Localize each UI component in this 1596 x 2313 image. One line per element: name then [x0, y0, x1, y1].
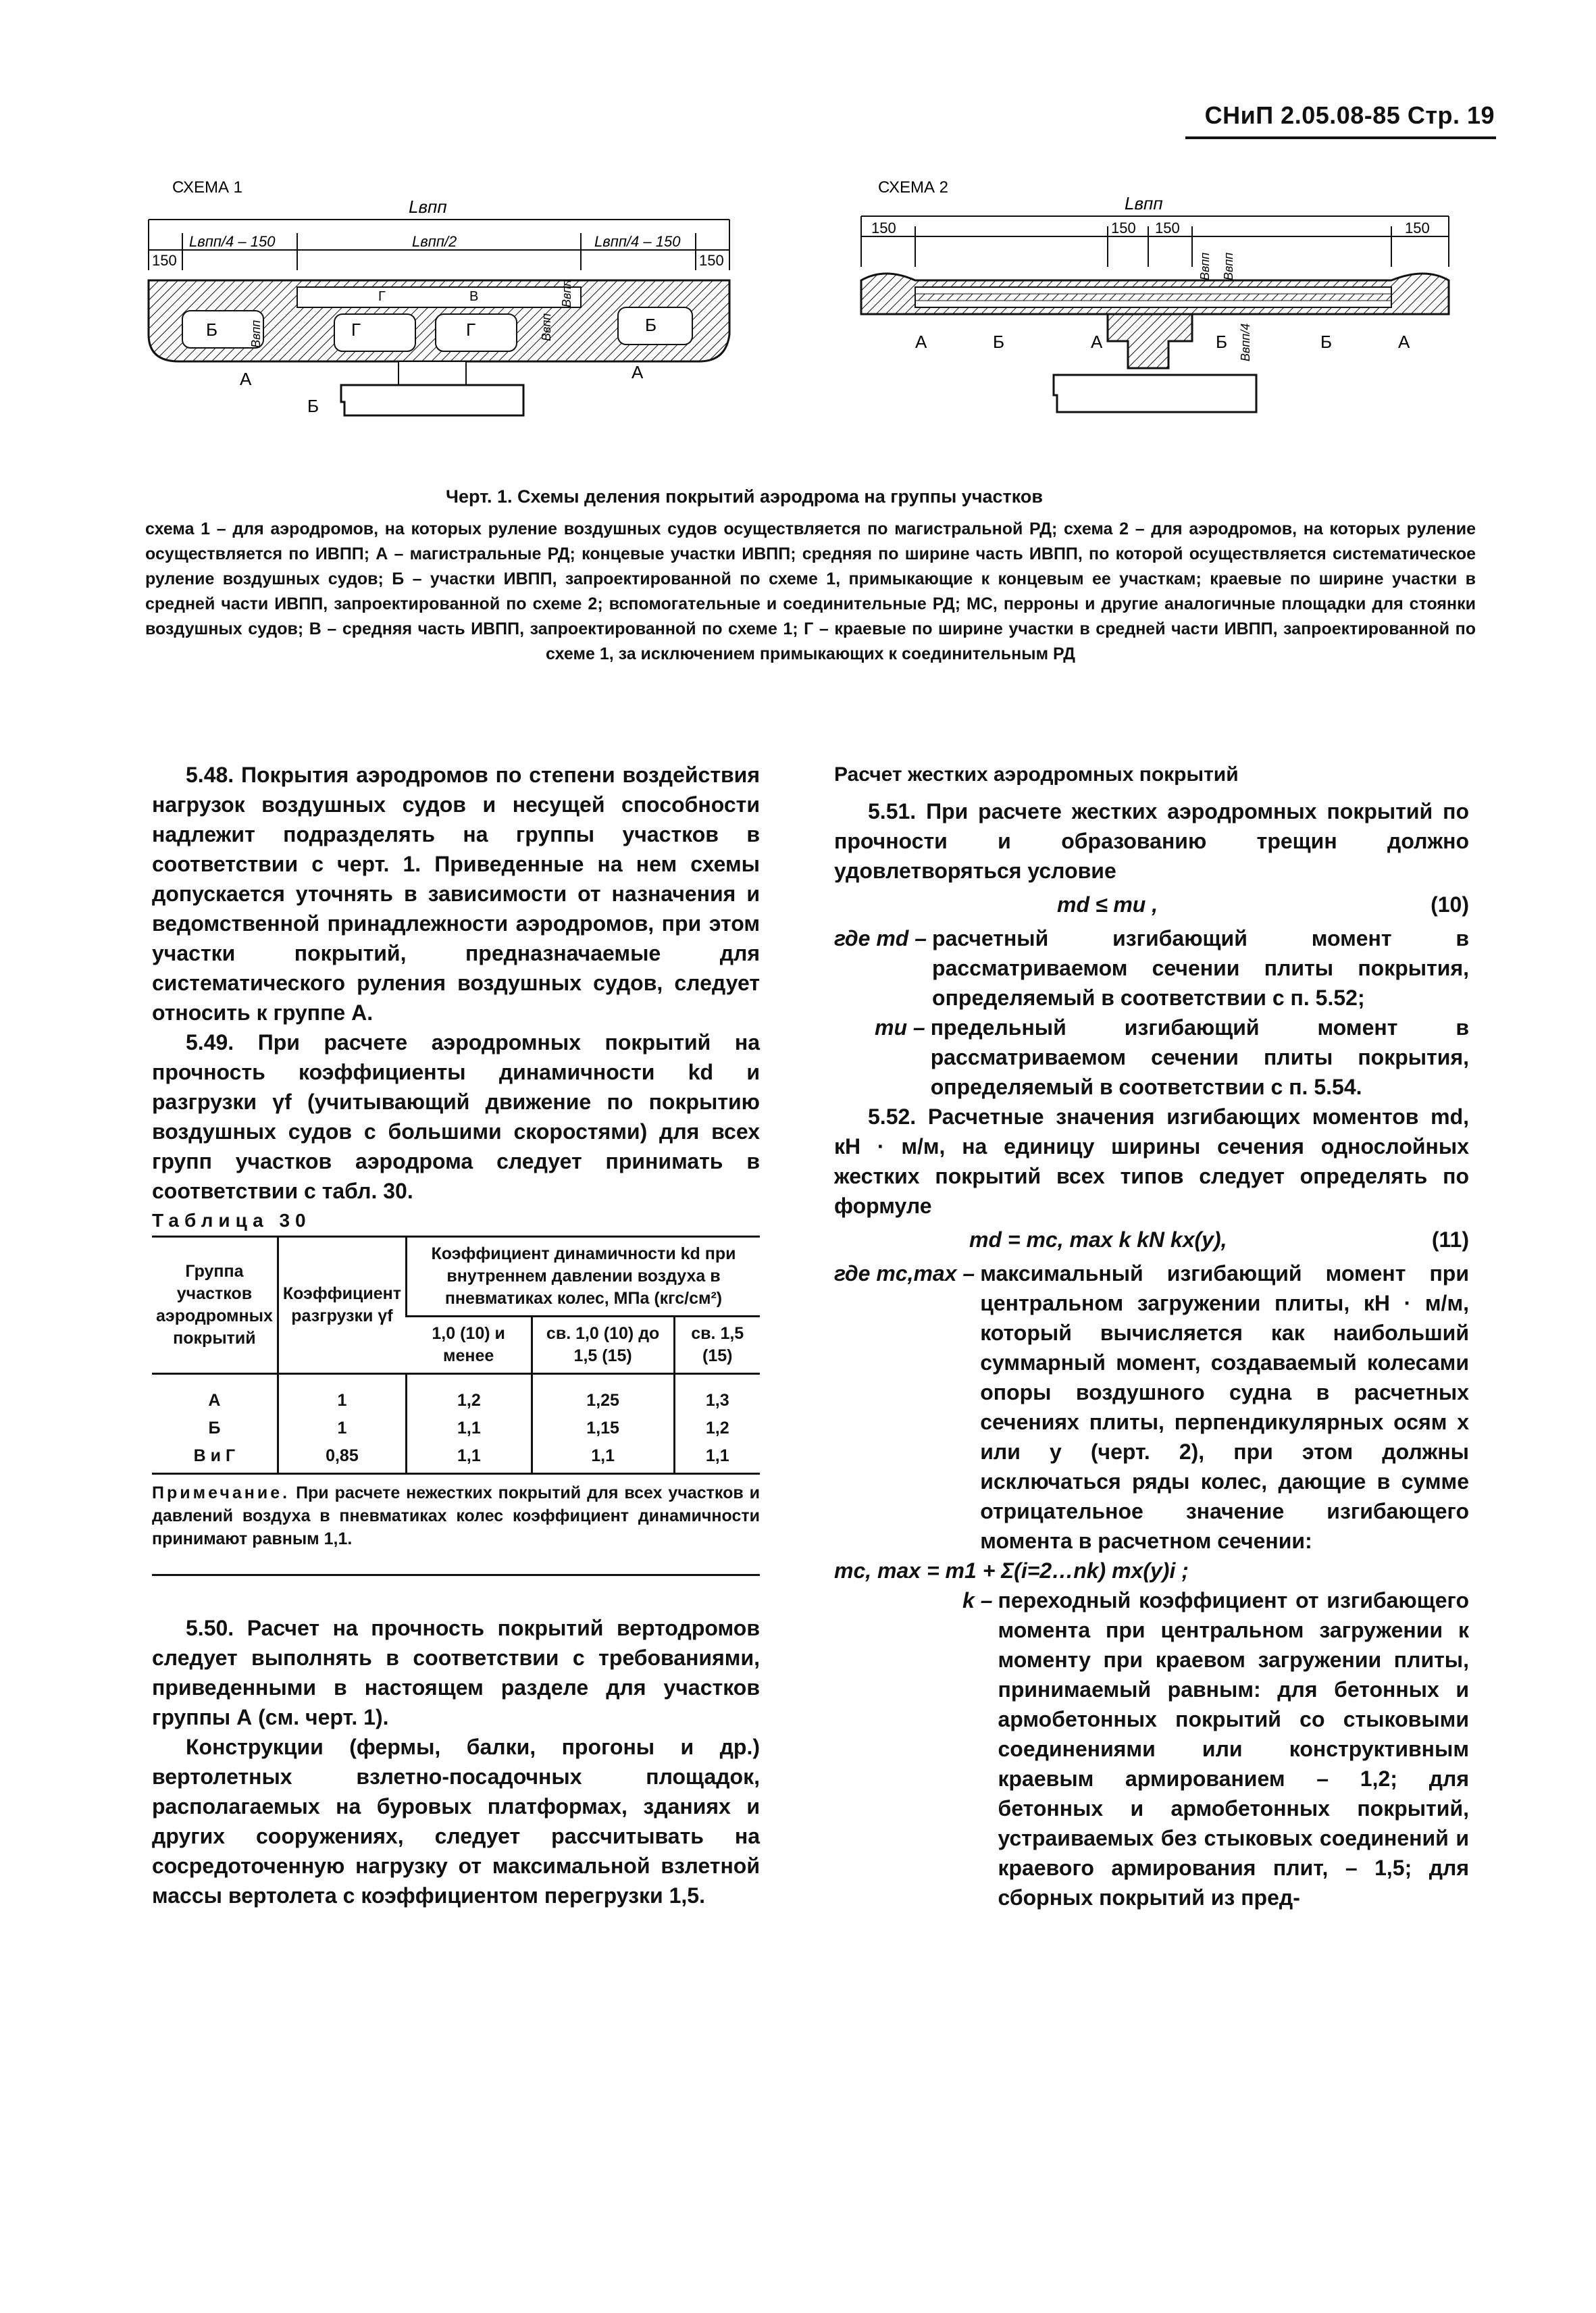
scheme-1-zone-a-left: А	[240, 369, 252, 389]
scheme-1-dim-quarter-b: Lвпп/4 – 150	[594, 233, 681, 250]
paragraph-5-51: 5.51. При расчете жестких аэродромных покрытий по прочности и образованию трещин должно удовлетворяться условие	[834, 799, 1469, 883]
scheme-1-zone-a-right: А	[632, 362, 644, 382]
scheme-1-zone-b-left: Б	[206, 320, 218, 340]
scheme-1-zone-b-bottom: Б	[307, 396, 319, 416]
table-row	[152, 1374, 760, 1415]
scheme-2-width-2: Bвпп	[1222, 252, 1235, 280]
left-column	[152, 760, 760, 1910]
table-subheader-1: 1,0 (10) и менее	[406, 1317, 532, 1374]
scheme-2-dim-lvpp: Lвпп	[1125, 193, 1163, 213]
paragraph-5-50-b: Конструкции (фермы, балки, прогоны и др.) вертолетных взлетно-посадочных площадок, располагаемых на буровых платформах, зданиях и других сооружениях, следует рассчитывать на сосредоточенную нагрузку от максимальной взлетной массы вертолета с коэффициентом перегрузки 1,5.	[152, 1735, 760, 1908]
definitions-10	[834, 923, 1469, 1102]
definition-mc-max	[834, 1259, 1469, 1556]
table-subheader-2: св. 1,0 (10) до 1,5 (15)	[532, 1317, 674, 1374]
formula-10-expr: md ≤ mu ,	[1057, 892, 1158, 917]
right-column	[834, 760, 1469, 1912]
definition-term: где mc,max –	[834, 1261, 975, 1286]
scheme-1-zone-g-2: Г	[466, 320, 476, 340]
table-cell: 1,2	[674, 1415, 760, 1442]
scheme-2-drawing	[858, 179, 1459, 429]
table-cell: 1	[278, 1415, 406, 1442]
definition-text: предельный изгибающий момент в рассматриваемом сечении плиты покрытия, определяемый в соответствии с п. 5.54.	[930, 1015, 1469, 1099]
paragraph-5-52: 5.52. Расчетные значения изгибающих моментов md, кН · м/м, на единицу ширины сечения однослойных жестких покрытий всех типов следует определять по формуле	[834, 1104, 1469, 1218]
paragraph-5-50: 5.50. Расчет на прочность покрытий вертодромов следует выполнять в соответствии с требованиями, приведенными в настоящем разделе для участков группы А (см. черт. 1).	[152, 1616, 760, 1729]
scheme-2-dim-150a: 150	[871, 220, 896, 236]
figure-caption: Черт. 1. Схемы деления покрытий аэродрома на группы участков	[446, 486, 1043, 507]
scheme-2-title: СХЕМА 2	[878, 179, 949, 197]
scheme-1-width-2: Bвпп	[540, 313, 553, 341]
page-header: СНиП 2.05.08-85 Стр. 19	[1204, 101, 1495, 129]
definition-term: k –	[962, 1588, 993, 1612]
formula-11-expr: md = mc, max k kN kx(y),	[969, 1227, 1227, 1252]
scheme-1-dim-150a: 150	[152, 252, 177, 269]
scheme-1-width-1: Bвпп	[249, 320, 263, 348]
scheme-1-dim-lvpp: Lвпп	[409, 197, 447, 217]
table-cell: 1,1	[532, 1442, 674, 1474]
formula-10	[834, 886, 1469, 923]
scheme-1-dim-150b: 150	[699, 252, 724, 269]
section-title: Расчет жестких аэродромных покрытий	[834, 763, 1239, 786]
definitions-11	[834, 1259, 1469, 1912]
scheme-1-figure	[145, 179, 740, 442]
table-cell: 1,1	[406, 1442, 532, 1474]
table-cell: 1,2	[406, 1374, 532, 1415]
definition-term: где md –	[834, 926, 927, 950]
scheme-2-dim-150c: 150	[1155, 220, 1180, 236]
formula-10-number: (10)	[1431, 892, 1469, 917]
table-cell: 1,3	[674, 1374, 760, 1415]
header-rule	[1185, 136, 1496, 139]
definition-term: mu –	[875, 1015, 925, 1040]
table-cell: 1,25	[532, 1374, 674, 1415]
table-note	[152, 1481, 760, 1550]
table-30	[152, 1236, 760, 1475]
sum-formula: mc, max = m1 + Σ(i=2…nk) mx(y)i ;	[834, 1558, 1189, 1583]
definition-md	[834, 923, 1469, 1013]
scheme-2-width-1: Bвпп	[1198, 252, 1212, 280]
table-cell: 1,1	[674, 1442, 760, 1474]
scheme-1-dim-half: Lвпп/2	[412, 233, 457, 250]
scheme-1-width-3: Bвпп	[560, 279, 573, 307]
formula-11	[834, 1221, 1469, 1259]
definition-text: расчетный изгибающий момент в рассматриваемом сечении плиты покрытия, определяемый в соответствии с п. 5.52;	[932, 926, 1469, 1010]
scheme-2-dim-150d: 150	[1405, 220, 1430, 236]
scheme-2-zone-a-mid: А	[1091, 332, 1103, 352]
table-subheader-3: св. 1,5 (15)	[674, 1317, 760, 1374]
table-cell: Б	[208, 1419, 221, 1438]
table-cell: 0,85	[278, 1442, 406, 1474]
definition-text: переходный коэффициент от изгибающего момента при центральном загружении к моменту при краевом загружении плиты, принимаемый равным: для бетонных и армобетонных покрытий со стыковыми соединениями или конструктивным краевым армированием – 1,2; для бетонных и армобетонных покрытий, устраиваемых без стыковых соединений и краевого армирования плит, – 1,5; для сборных покрытий из пред-	[998, 1588, 1469, 1910]
table-header-dynamic: Коэффициент динамичности kd при внутреннем давлении воздуха в пневматиках колес, МПа (кгс/см²)	[406, 1237, 760, 1317]
table-cell: 1	[278, 1374, 406, 1415]
scheme-2-zone-a-right: А	[1398, 332, 1410, 352]
scheme-1-zone-v: В	[469, 289, 479, 304]
paragraph-5-48: 5.48. Покрытия аэродромов по степени воздействия нагрузок воздушных судов и несущей способности надлежит подразделять на группы участков в соответствии с черт. 1. Приведенные на нем схемы допускается уточнять в зависимости от назначения и ведомственной принадлежности аэродромов, при этом участки покрытий, предназначаемые для систематического руления воздушных судов, следует относить к группе А.	[152, 763, 760, 1025]
scheme-2-zone-b-mid: Б	[1216, 332, 1228, 352]
table-cell: А	[208, 1391, 221, 1410]
scheme-1-zone-g-3: Г	[378, 289, 386, 304]
table-row	[152, 1442, 760, 1474]
definition-text: максимальный изгибающий момент при центральном загружении плиты, кН · м/м, который вычисляется как наибольший суммарный момент, создаваемый колесами опоры воздушного судна в расчетных сечениях плиты, перпендикулярных осям x или y (черт. 2), при этом должны исключаться ряды колес, дающие в сумме отрицательное значение изгибающего момента в расчетном сечении:	[980, 1261, 1469, 1553]
table-30-caption: Таблица 30	[152, 1210, 311, 1231]
table-header-group: Группа участков аэродромных покрытий	[152, 1237, 278, 1374]
definition-k	[834, 1585, 1469, 1912]
table-row	[152, 1415, 760, 1442]
scheme-2-width-3: Bвпп/4	[1239, 323, 1252, 361]
scheme-2-dim-150b: 150	[1111, 220, 1136, 236]
scheme-2-figure	[858, 179, 1459, 429]
formula-11-number: (11)	[1431, 1227, 1469, 1252]
scheme-1-zone-g-1: Г	[351, 320, 361, 340]
scheme-1-zone-b-right: Б	[645, 315, 657, 335]
table-cell: 1,15	[532, 1415, 674, 1442]
column-separator	[152, 1574, 760, 1576]
paragraph-5-49: 5.49. При расчете аэродромных покрытий на прочность коэффициенты динамичности kd и разгрузки γf (учитывающий движение по покрытию воздушных судов с большими скоростями) для всех групп участков аэродрома следует принимать в соответствии с табл. 30.	[152, 1030, 760, 1203]
table-note-lead: Примечание.	[152, 1483, 290, 1502]
definition-mu	[834, 1013, 1469, 1102]
table-cell: 1,1	[406, 1415, 532, 1442]
table-header-coef: Коэффициент разгрузки γf	[278, 1237, 406, 1374]
scheme-1-drawing	[145, 179, 740, 442]
scheme-1-title: СХЕМА 1	[172, 179, 243, 197]
scheme-2-zone-b-left: Б	[993, 332, 1005, 352]
scheme-2-zone-a-left: А	[915, 332, 927, 352]
scheme-2-zone-b-right: Б	[1320, 332, 1333, 352]
scheme-1-dim-quarter-a: Lвпп/4 – 150	[189, 233, 276, 250]
figure-legend: схема 1 – для аэродромов, на которых руление воздушных судов осуществляется по магистральной РД; схема 2 – для аэродромов, на которых руление осуществляется по ИВПП; А – магистральные РД; концевые участки ИВПП; средняя по ширине часть ИВПП, по которой осуществляется систематическое руление воздушных судов; Б – участки ИВПП, запроектированной по схеме 1, примыкающие к концевым ее участкам; краевые по ширине участки в средней части ИВПП, запроектированной по схеме 2; вспомогательные и соединительные РД; МС, перроны и другие аналогичные площадки для стоянки воздушных судов; В – средняя часть ИВПП, запроектированной по схеме 1; Г – краевые по ширине участки в средней части ИВПП, запроектированной по схеме 1, за исключением примыкающих к соединительным РД	[145, 519, 1476, 663]
table-note-text: При расчете нежестких покрытий для всех участков и давлений воздуха в пневматиках колес коэффициент динамичности принимают равным 1,1.	[152, 1483, 760, 1548]
table-cell: В и Г	[152, 1442, 278, 1474]
